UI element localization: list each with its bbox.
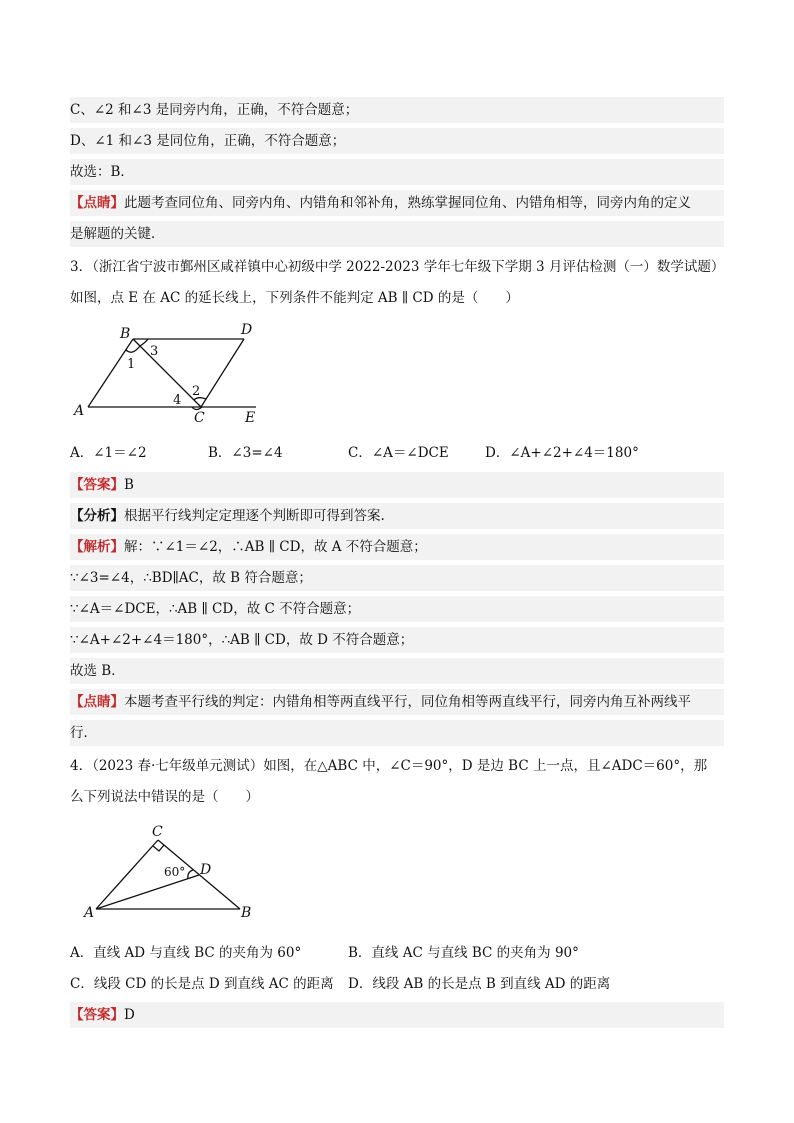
solution-choose: 故选：B． (70, 159, 724, 185)
q3-answer: 【答案】B (70, 472, 724, 498)
q3-option-a: A．∠1＝∠2 (70, 445, 147, 461)
label-c: C (152, 824, 163, 840)
q3-solution-3: ∵∠A＝∠DCE，∴AB ∥ CD，故 C 不符合题意； (70, 596, 724, 622)
comment-tag: 【点睛】 (70, 195, 124, 211)
label-2: 2 (192, 384, 201, 399)
q3-stem-line-1: 3．（浙江省宁波市鄞州区咸祥镇中心初级中学 2022-2023 学年七年级下学期 3 月评估检测（一）数学试题） (70, 259, 725, 275)
label-b: B (120, 326, 131, 342)
label-3: 3 (150, 344, 159, 359)
q3-solution-4: ∵∠A+∠2+∠4＝180°，∴AB ∥ CD，故 D 不符合题意； (70, 627, 724, 653)
q3-comment-2: 行． (70, 720, 724, 746)
right-angle-mark (153, 845, 164, 851)
q4-triangle-figure (80, 822, 260, 922)
segment-ab (88, 339, 136, 407)
q4-options-row-2 (70, 971, 724, 997)
solution-line-c: C、∠2 和∠3 是同旁内角，正确，不符合题意； (70, 97, 724, 123)
q3-stem-line-2: 如图，点 E 在 AC 的延长线上，下列条件不能判定 AB ∥ CD 的是（ ） (70, 290, 519, 306)
q3-option-d: D．∠A+∠2+∠4＝180° (485, 445, 639, 461)
q3-option-b: B．∠3=∠4 (208, 445, 283, 461)
q4-option-d: D．线段 AB 的长是点 B 到直线 AD 的距离 (348, 976, 611, 992)
label-c: C (194, 410, 205, 426)
label-b: B (241, 905, 252, 921)
q3-analysis: 【分析】根据平行线判定定理逐个判断即可得到答案. (70, 503, 724, 529)
q4-option-b: B．直线 AC 与直线 BC 的夹角为 90° (348, 945, 579, 961)
label-4: 4 (173, 393, 182, 408)
label-d: D (241, 322, 253, 338)
segment-cd (201, 339, 244, 407)
q3-option-c: C．∠A＝∠DCE (348, 445, 449, 461)
q3-solution-1: 【解析】解：∵∠1＝∠2，∴AB ∥ CD，故 A 不符合题意； (70, 534, 724, 560)
q3-comment-1: 【点睛】本题考查平行线的判定：内错角相等两直线平行，同位角相等两直线平行，同旁内角互补两线平 (70, 689, 724, 715)
q4-stem-line-1: 4．（2023 春·七年级单元测试）如图，在△ABC 中，∠C＝90°，D 是边 BC 上一点，且∠ADC＝60°，那 (70, 758, 708, 774)
q4-options-row-1 (70, 940, 724, 966)
q4-option-c: C．线段 CD 的长是点 D 到直线 AC 的距离 (70, 976, 334, 992)
label-d: D (200, 862, 212, 878)
label-60-degrees: 60° (164, 865, 186, 879)
q3-solution-2: ∵∠3=∠4，∴BD∥AC，故 B 符合题意； (70, 565, 724, 591)
q4-stem-line-2: 么下列说法中错误的是（ ） (70, 789, 259, 805)
q4-option-a: A．直线 AD 与直线 BC 的夹角为 60° (70, 945, 302, 961)
q4-answer: 【答案】D (70, 1002, 724, 1028)
label-1: 1 (127, 357, 136, 372)
arc-angle-3 (140, 339, 148, 346)
label-a: A (74, 403, 85, 419)
q3-options (70, 440, 724, 466)
q3-parallelogram-figure (70, 318, 270, 430)
segment-bc (133, 339, 201, 407)
comment-line-2: 是解题的关键． (70, 221, 724, 247)
label-a: A (84, 905, 95, 921)
solution-line-d: D、∠1 和∠3 是同位角，正确，不符合题意； (70, 128, 724, 154)
label-e: E (245, 410, 256, 426)
comment-line-1: 【点睛】此题考查同位角、同旁内角、内错角和邻补角，熟练掌握同位角、内错角相等，同旁内角的定义 (70, 190, 724, 216)
q3-choose: 故选 B． (70, 658, 724, 684)
